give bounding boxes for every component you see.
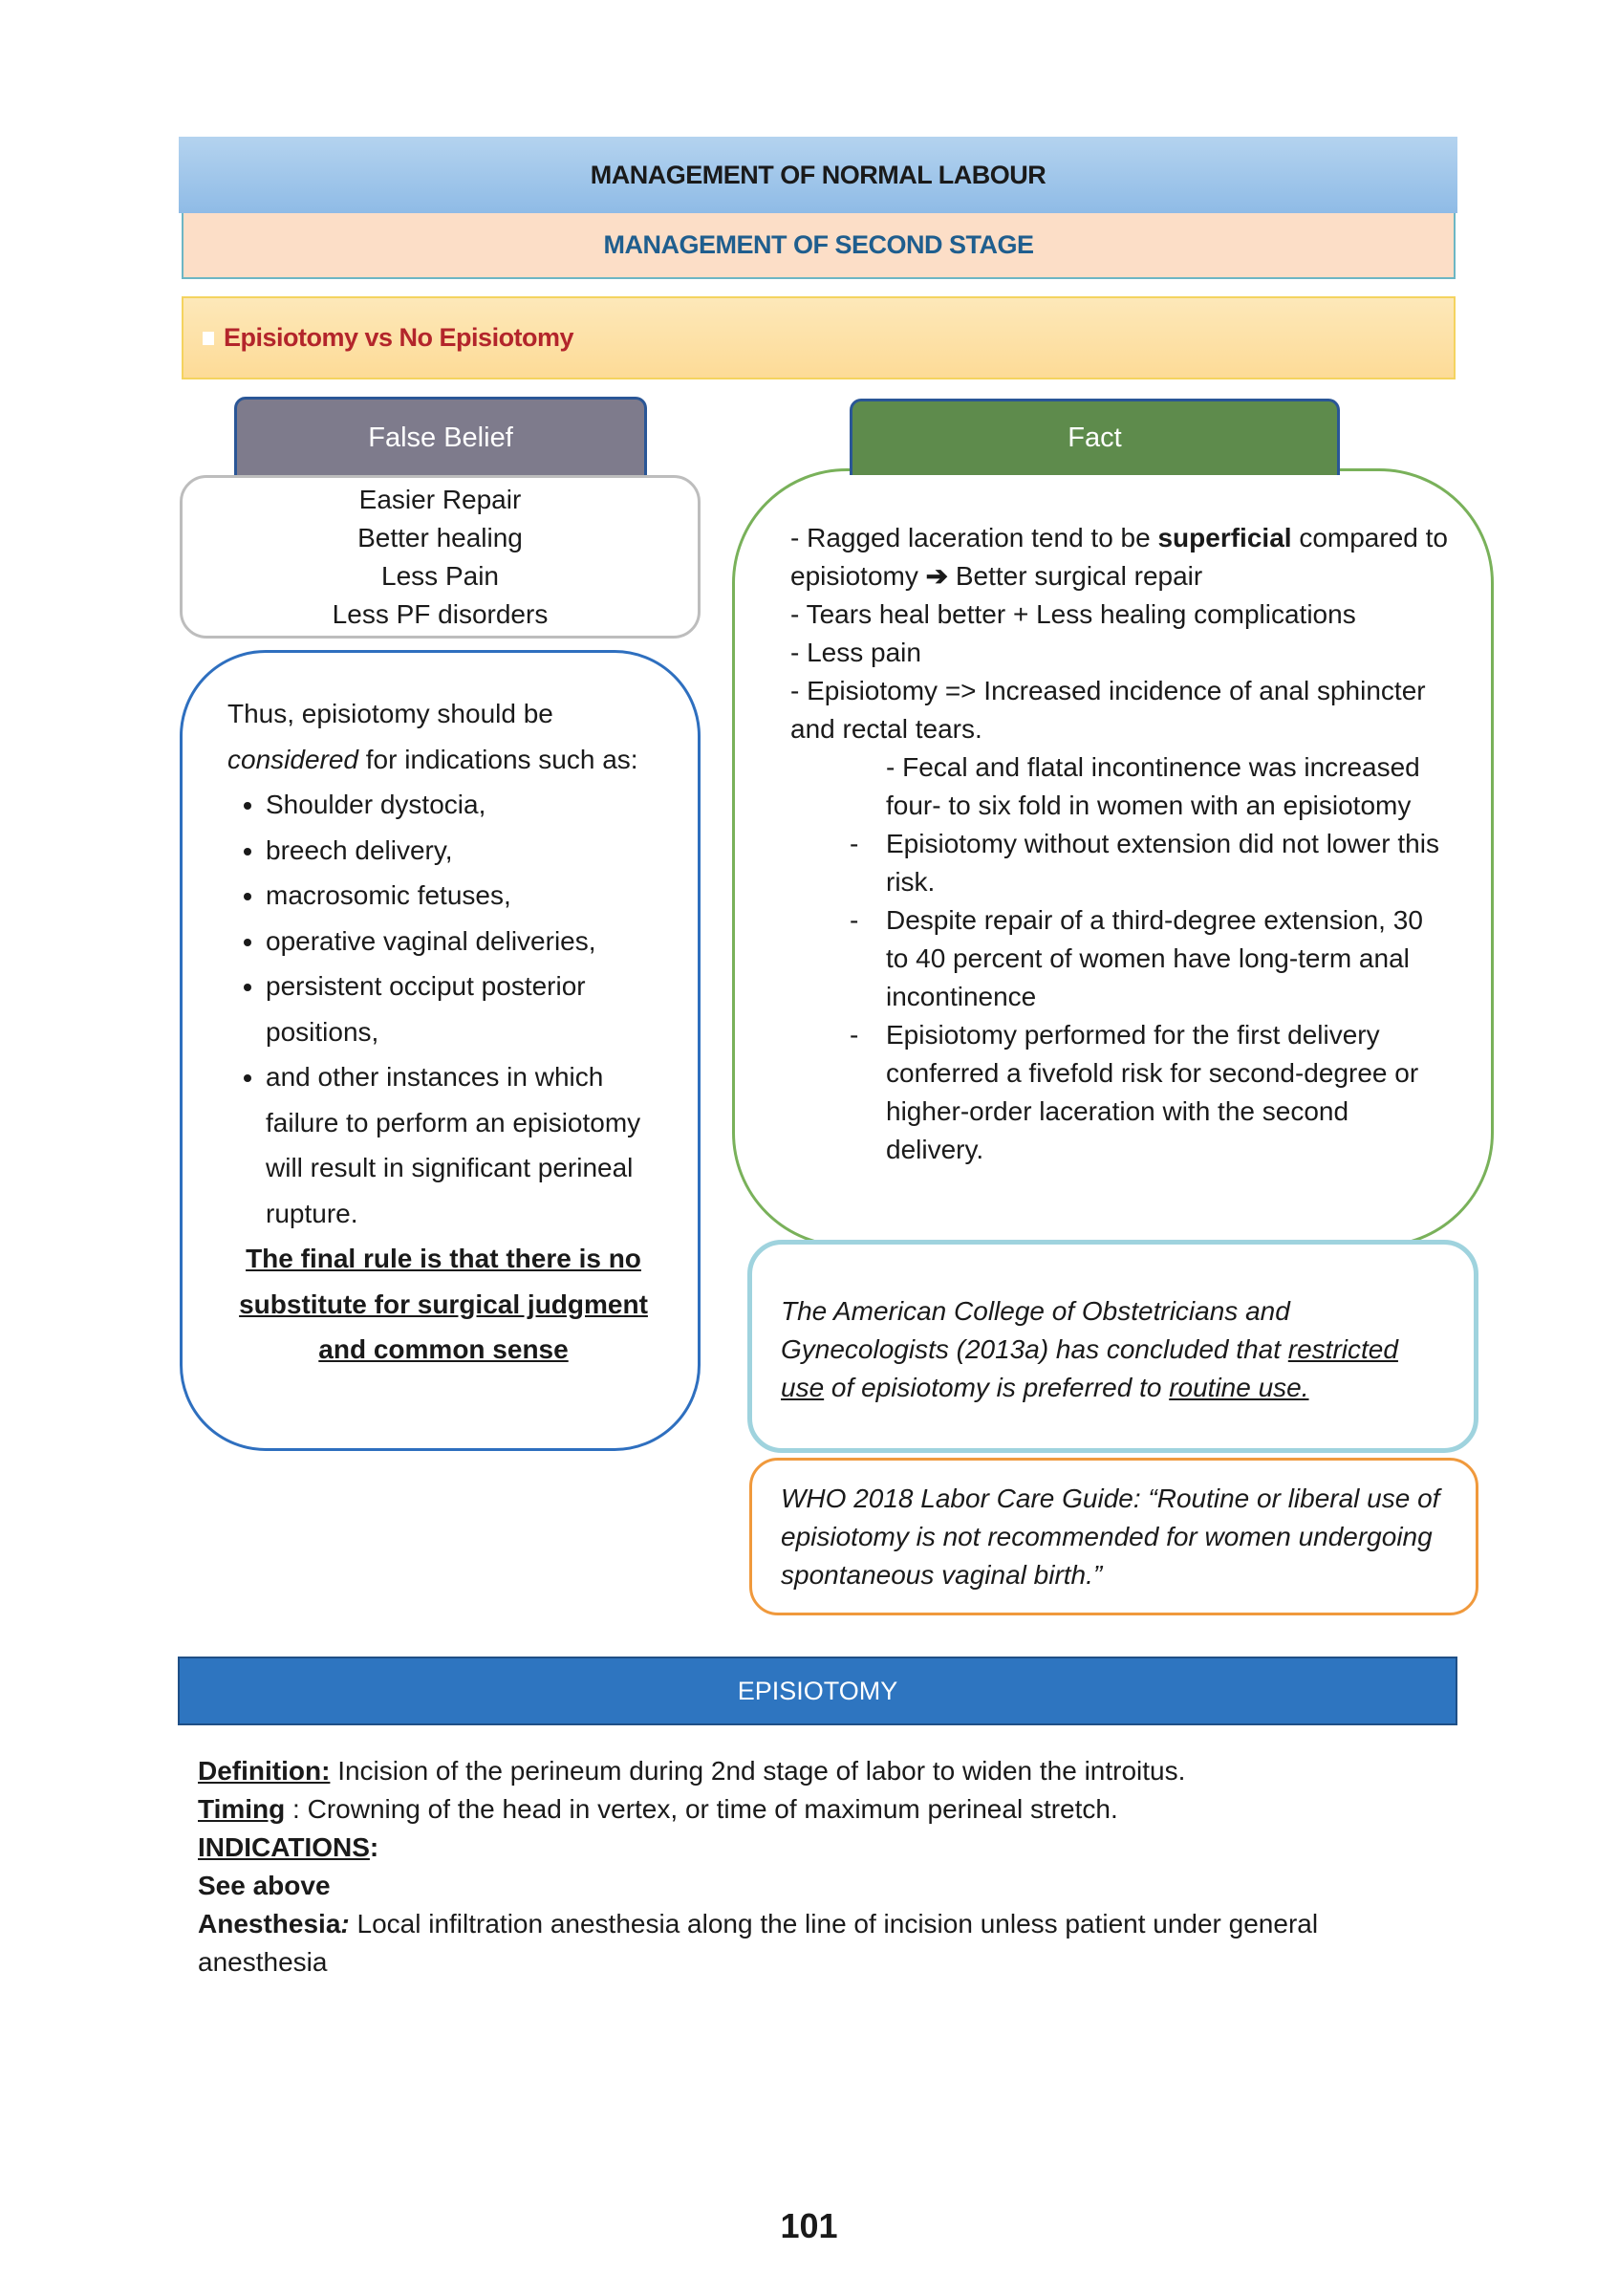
belief-item: Easier Repair [358, 484, 522, 514]
page-title: MANAGEMENT OF NORMAL LABOUR [179, 137, 1457, 213]
definition: Definition: Incision of the perineum during 2nd stage of labor to widen the introitus. [198, 1756, 1186, 1786]
episiotomy-details [198, 1752, 1450, 1982]
final-rule: The final rule is that there is no substitute for surgical judgment and common sense [239, 1244, 648, 1364]
indications-intro: Thus, episiotomy should be considered for indications such as: [227, 699, 638, 774]
page-number: 101 [780, 2206, 838, 2245]
belief-item: Better healing [357, 522, 523, 552]
episiotomy-heading: EPISIOTOMY [178, 1657, 1457, 1725]
fact-subitem: - Episiotomy performed for the first delivery conferred a fivefold risk for second-degree or higher-order laceration with the second delivery. [886, 1016, 1453, 1169]
acog-quote: The American College of Obstetricians and Gynecologists (2013a) has concluded that restricted use of episiotomy is preferred to routine use. [747, 1240, 1478, 1453]
indication-item: • operative vaginal deliveries, [266, 919, 659, 964]
fact-item: - Less pain [790, 638, 921, 667]
indication-item: • breech delivery, [266, 828, 659, 874]
who-quote: WHO 2018 Labor Care Guide: “Routine or liberal use of episiotomy is not recommended for women undergoing spontaneous vaginal birth.” [749, 1458, 1478, 1615]
indications-heading: INDICATIONS: [198, 1832, 379, 1862]
indications-list [227, 782, 659, 1236]
belief-item: Less Pain [381, 560, 499, 591]
arrow-right-icon: ➔ [925, 561, 949, 591]
indication-item: • and other instances in which failure to perform an episiotomy will result in significant perineal rupture. [266, 1054, 659, 1236]
fact-subitem: - Episiotomy without extension did not lower this risk. [886, 825, 1453, 901]
fact-subitem: - Fecal and flatal incontinence was increased four- to six fold in women with an episiotomy [886, 752, 1420, 820]
indication-item: • persistent occiput posterior positions, [266, 964, 659, 1054]
page-subtitle: MANAGEMENT OF SECOND STAGE [182, 213, 1456, 279]
bullet-square-icon [203, 332, 214, 345]
fact-subitem: - Despite repair of a third-degree extension, 30 to 40 percent of women have long-term anal incontinence [886, 901, 1453, 1016]
facts-box [732, 468, 1494, 1247]
fact-item: - Tears heal better + Less healing complications [790, 599, 1356, 629]
section-heading [182, 296, 1456, 379]
timing: Timing : Crowning of the head in vertex, or time of maximum perineal stretch. [198, 1794, 1118, 1824]
indication-item: • macrosomic fetuses, [266, 873, 659, 919]
fact-item: - Episiotomy => Increased incidence of anal sphincter and rectal tears. [790, 676, 1426, 744]
fact-item: - Ragged laceration tend to be superficial compared to episiotomy ➔ Better surgical repair [790, 523, 1448, 591]
false-belief-list [180, 475, 701, 639]
indication-item: • Shoulder dystocia, [266, 782, 659, 828]
see-above: See above [198, 1871, 331, 1900]
anesthesia: Anesthesia: Local infiltration anesthesia along the line of incision unless patient under general anesthesia [198, 1909, 1319, 1977]
belief-item: Less PF disorders [332, 598, 549, 629]
indications-box [180, 650, 701, 1451]
false-belief-label: False Belief [234, 397, 647, 477]
fact-label: Fact [850, 399, 1340, 475]
section-title: Episiotomy vs No Episiotomy [224, 323, 574, 352]
